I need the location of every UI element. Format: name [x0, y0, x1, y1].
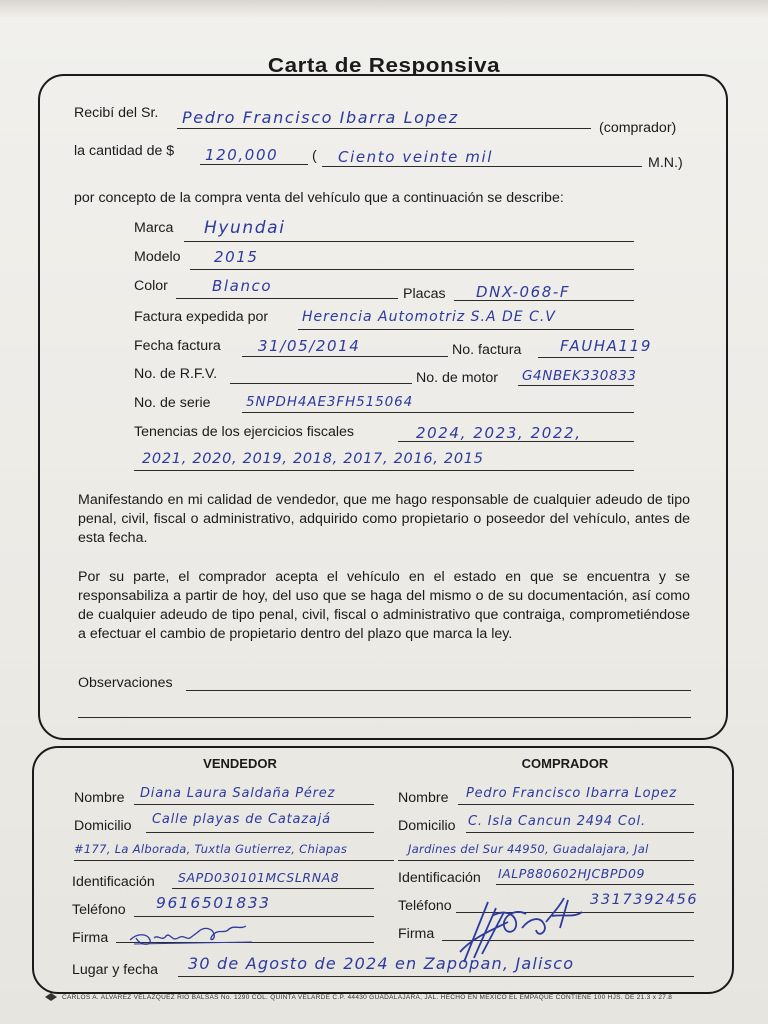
paper-shadow	[0, 0, 768, 18]
motor-line	[518, 385, 634, 386]
cantidad-label: la cantidad de $	[74, 143, 175, 159]
motor-value: G4NBEK330833	[522, 368, 637, 384]
comprador-telefono-label: Teléfono	[398, 898, 452, 914]
comprador-line	[177, 128, 591, 129]
vendedor-domicilio-2: #177, La Alborada, Tuxtla Gutierrez, Chiapas	[74, 842, 348, 856]
serie-label: No. de serie	[134, 395, 211, 411]
tenencias-line-2	[134, 470, 634, 471]
comprador-nombre: Pedro Francisco Ibarra Lopez	[466, 786, 677, 801]
fecha-factura-label: Fecha factura	[134, 338, 221, 354]
vendedor-identificacion-line	[172, 888, 374, 889]
vendedor-heading: VENDEDOR	[203, 756, 277, 771]
comprador-identificacion: IALP880602HJCBPD09	[498, 866, 645, 881]
observaciones-label: Observaciones	[78, 675, 173, 691]
printer-footer: CARLOS A. ALVAREZ VELAZQUEZ RIO BALSAS No. 1290 COL. QUINTA VELARDE C.P. 44430 GUADALAJARA, JAL. HECHO EN MEXICO EL EMPAQUE CONTIENE 100 HJS. DE 21.3 x 27.8	[62, 994, 673, 1001]
comprador-domicilio-2: Jardines del Sur 44950, Guadalajara, Jal	[408, 842, 649, 856]
comprador-declaration: Por su parte, el comprador acepta el vehículo en el estado en que se encuentra y se responsabiliza a partir de hoy, del uso que se haga del mismo o de su documentación, así como de cualquier adeudo de tipo penal, civil, fiscal o administrativo que contraiga, comprometiéndose a efectuar el cambio de propietario dentro del plazo que marca la ley.	[78, 569, 690, 642]
vendedor-identificacion-label: Identificación	[72, 874, 155, 890]
vendedor-telefono-label: Teléfono	[72, 902, 126, 918]
motor-label: No. de motor	[416, 370, 499, 386]
vendedor-identificacion: SAPD030101MCSLRNA8	[178, 870, 340, 885]
no-factura-line	[538, 357, 634, 358]
marca-label: Marca	[134, 220, 174, 236]
vendedor-domicilio-line-1	[146, 832, 374, 833]
vendedor-telefono: 9616501833	[156, 894, 271, 912]
serie-line	[242, 412, 634, 413]
tenencias-value-1: 2024, 2023, 2022,	[416, 424, 582, 442]
serie-value: 5NPDH4AE3FH515064	[246, 394, 414, 410]
vendedor-domicilio-label: Domicilio	[74, 818, 132, 834]
factura-value: Herencia Automotriz S.A DE C.V	[302, 309, 556, 325]
observaciones-line-1	[186, 690, 691, 691]
vendedor-nombre: Diana Laura Saldaña Pérez	[140, 786, 336, 801]
modelo-line	[190, 269, 634, 270]
factura-label: Factura expedida por	[134, 309, 269, 325]
comprador-identificacion-label: Identificación	[398, 870, 481, 886]
fecha-factura-value: 31/05/2014	[258, 337, 361, 355]
no-factura-value: FAUHA119	[560, 337, 652, 355]
color-label: Color	[134, 278, 168, 294]
vendedor-nombre-label: Nombre	[74, 790, 125, 806]
marca-line	[184, 241, 634, 242]
vendedor-nombre-line	[134, 804, 374, 805]
comprador-firma-label: Firma	[398, 926, 435, 942]
cantidad-letra-line	[322, 166, 642, 167]
tenencias-value-2: 2021, 2020, 2019, 2018, 2017, 2016, 2015	[142, 451, 484, 467]
vendedor-declaration: Manifestando en mi calidad de vendedor, que me hago responsable de cualquier adeudo de tipo penal, civil, fiscal o administrativo, adquirido como propietario o poseedor del vehículo, antes de esta fecha.	[78, 492, 690, 546]
no-factura-label: No. factura	[452, 342, 522, 358]
lugar-fecha: 30 de Agosto de 2024 en Zapopan, Jalisco	[188, 954, 575, 973]
lugar-fecha-label: Lugar y fecha	[72, 962, 158, 978]
lugar-fecha-line	[178, 976, 694, 977]
comprador-heading: COMPRADOR	[521, 756, 609, 771]
vendedor-domicilio-line-2	[74, 860, 394, 861]
document-title: Carta de Responsiva	[267, 55, 501, 77]
comprador-identificacion-line	[496, 884, 694, 885]
factura-line	[298, 329, 634, 330]
rfv-line	[230, 383, 412, 384]
vendedor-domicilio-1: Calle playas de Catazajá	[152, 812, 331, 827]
modelo-label: Modelo	[134, 249, 181, 265]
comprador-domicilio-line-1	[466, 832, 694, 833]
observaciones-line-2	[78, 717, 691, 718]
color-line	[176, 298, 398, 299]
comprador-nombre-label: Nombre	[398, 790, 449, 806]
vendedor-signature	[128, 914, 258, 950]
marca-value: Hyundai	[204, 218, 286, 238]
tenencias-label: Tenencias de los ejercicios fiscales	[134, 424, 355, 440]
modelo-value: 2015	[214, 248, 259, 266]
comprador-suffix: (comprador)	[599, 120, 677, 136]
concepto-text: por concepto de la compra venta del vehículo que a continuación se describe:	[74, 190, 564, 206]
paren-open: (	[312, 148, 317, 164]
vendedor-firma-label: Firma	[72, 930, 109, 946]
comprador-name: Pedro Francisco Ibarra Lopez	[182, 108, 459, 127]
cantidad-letra: Ciento veinte mil	[338, 148, 494, 166]
placas-value: DNX-068-F	[476, 283, 571, 301]
rfv-label: No. de R.F.V.	[134, 366, 218, 382]
comprador-domicilio-label: Domicilio	[398, 818, 456, 834]
comprador-telefono: 3317392456	[590, 892, 699, 908]
cantidad-value: 120,000	[205, 146, 279, 164]
comprador-domicilio-line-2	[398, 860, 694, 861]
recibi-label: Recibí del Sr.	[74, 105, 159, 121]
comprador-domicilio-1: C. Isla Cancun 2494 Col.	[468, 814, 646, 829]
placas-label: Placas	[403, 286, 446, 302]
fecha-factura-line	[242, 356, 448, 357]
color-value: Blanco	[212, 277, 273, 295]
mn-suffix: M.N.)	[648, 155, 683, 171]
comprador-nombre-line	[458, 804, 694, 805]
cantidad-line	[200, 164, 308, 165]
printer-logo-icon	[44, 992, 58, 1002]
